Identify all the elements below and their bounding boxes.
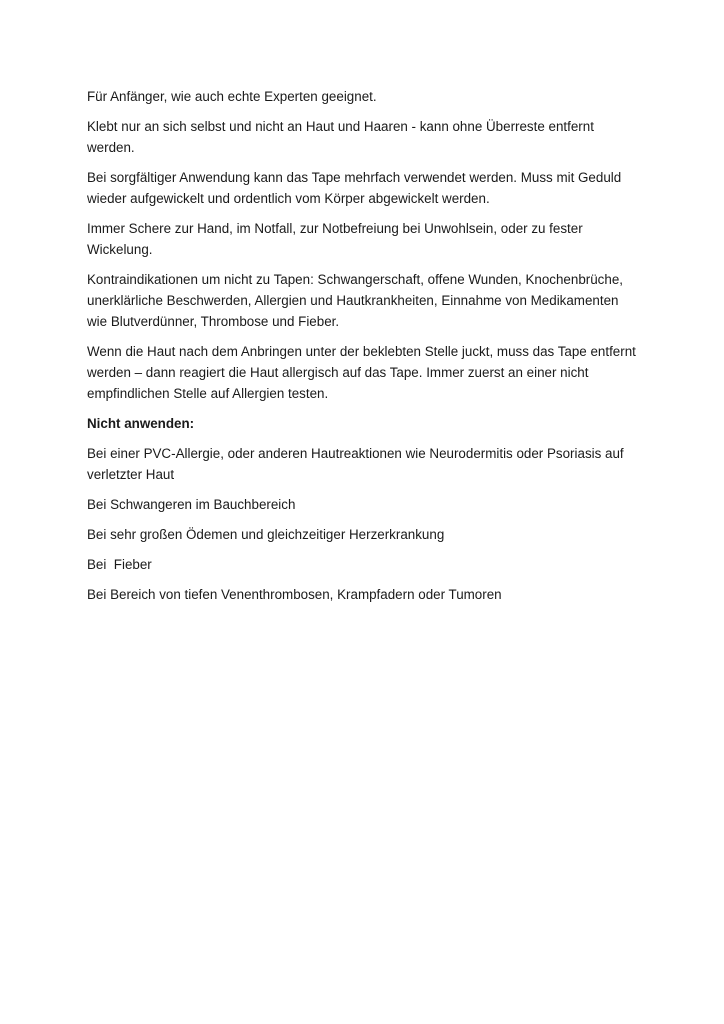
paragraph-contraindications: Kontraindikationen um nicht zu Tapen: Schwangerschaft, offene Wunden, Knochenbrüche, unerklärliche Beschwerden, Allergien und Hautkrankheiten, Einnahme von Medikamenten wie Blutverdünner, Thrombose und Fieber. (87, 272, 627, 329)
paragraph-itching: Wenn die Haut nach dem Anbringen unter der beklebten Stelle juckt, muss das Tape entfernt werden – dann reagiert die Haut allergisch auf das Tape. Immer zuerst an einer nicht empfindlichen Stelle auf Allergien testen. (87, 344, 640, 401)
list-item: Bei sehr großen Ödemen und gleichzeitiger Herzerkrankung (87, 527, 445, 542)
paragraph-reuse: Bei sorgfältiger Anwendung kann das Tape mehrfach verwendet werden. Muss mit Geduld wieder aufgewickelt und ordentlich vom Körper abgewickelt werden. (87, 170, 625, 206)
list-item: Bei Bereich von tiefen Venenthrombosen, Krampfadern oder Tumoren (87, 587, 502, 602)
section-heading: Nicht anwenden: (87, 416, 195, 431)
paragraph-suitability: Für Anfänger, wie auch echte Experten geeignet. (87, 89, 377, 104)
document-body (87, 86, 639, 614)
paragraph-adhesion: Klebt nur an sich selbst und nicht an Haut und Haaren - kann ohne Überreste entfernt werden. (87, 119, 598, 155)
list-item: Bei einer PVC-Allergie, oder anderen Hautreaktionen wie Neurodermitis oder Psoriasis auf verletzter Haut (87, 446, 628, 482)
list-item: Bei Schwangeren im Bauchbereich (87, 497, 296, 512)
list-item: Bei Fieber (87, 557, 152, 572)
paragraph-scissors: Immer Schere zur Hand, im Notfall, zur Notbefreiung bei Unwohlsein, oder zu fester Wickelung. (87, 221, 587, 257)
